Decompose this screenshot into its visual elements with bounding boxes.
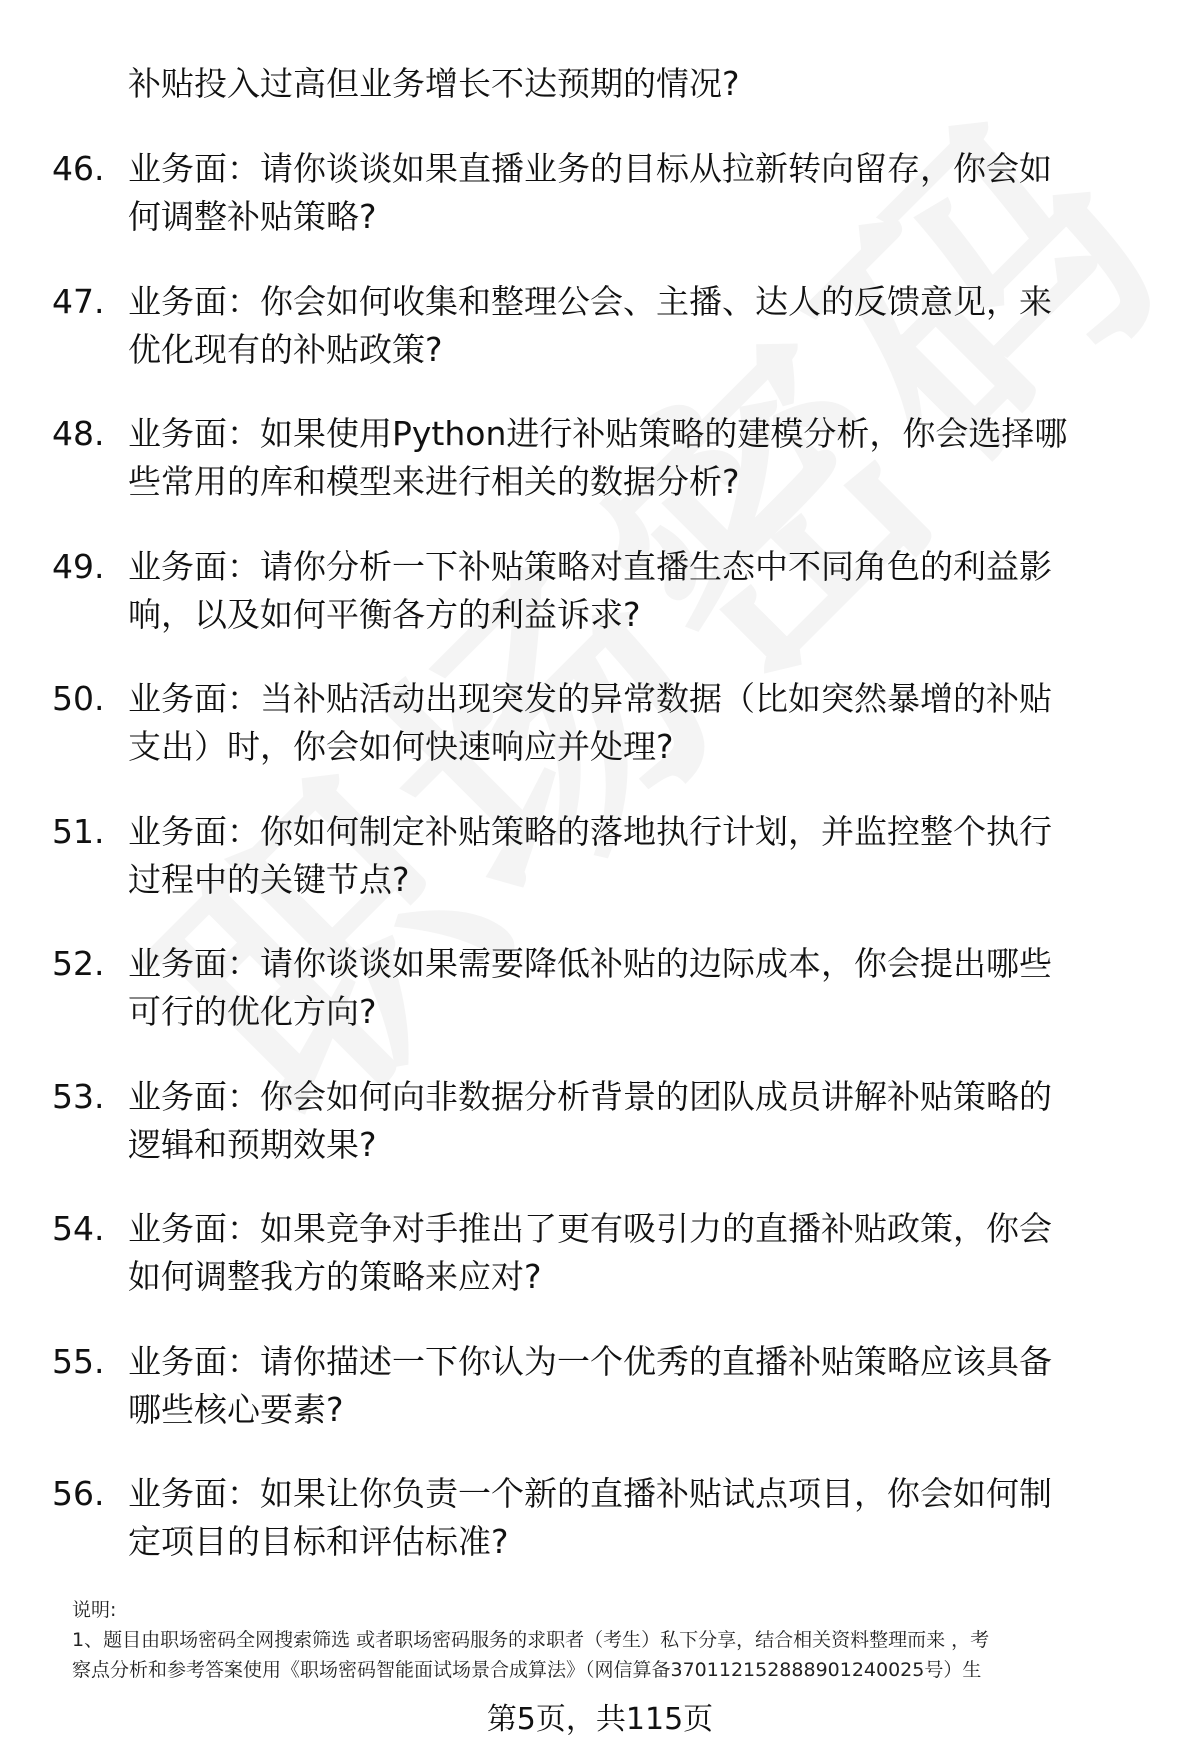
question-number: 49. [52, 546, 105, 586]
question-text-line: 哪些核心要素? [128, 1389, 344, 1429]
question-number: 51. [52, 811, 105, 851]
question-text [128, 543, 1138, 639]
question-item-49 [0, 543, 1200, 676]
question-text-line: 何调整补贴策略? [128, 197, 377, 236]
question-text [128, 940, 1138, 1036]
notes-heading: 说明: [72, 1599, 117, 1621]
question-number: 53. [52, 1076, 105, 1116]
question-text-line: 业务面：如果使用Python进行补贴策略的建模分析，你会选择哪 [128, 414, 1068, 453]
question-text [128, 1338, 1138, 1434]
question-text [128, 145, 1138, 241]
question-number: 47. [52, 281, 105, 321]
question-text-line: 业务面：请你分析一下补贴策略对直播生态中不同角色的利益影 [128, 546, 1052, 586]
question-text-line: 业务面：如果让你负责一个新的直播补贴试点项目，你会如何制 [128, 1474, 1052, 1513]
question-list [0, 145, 1200, 1603]
question-item-47 [0, 278, 1200, 411]
question-number: 54. [52, 1209, 105, 1248]
question-text-line: 业务面：如果竞争对手推出了更有吸引力的直播补贴政策，你会 [128, 1209, 1052, 1248]
page-number: 第5页，共115页 [486, 1702, 714, 1737]
notes-text-line: 1、题目由职场密码全网搜索筛选 或者职场密码服务的求职者（考生）私下分享，结合相关资料整理而来 ，考 [72, 1629, 990, 1651]
question-text-line: 业务面：请你谈谈如果需要降低补贴的边际成本，你会提出哪些 [128, 944, 1052, 983]
question-text-line: 业务面：你会如何向非数据分析背景的团队成员讲解补贴策略的 [128, 1076, 1052, 1116]
question-text-line: 优化现有的补贴政策? [128, 329, 443, 369]
question-item-55 [0, 1338, 1200, 1471]
question-text [128, 1073, 1138, 1169]
question-item-56 [0, 1470, 1200, 1603]
question-text-line: 支出）时，你会如何快速响应并处理? [128, 727, 674, 766]
question-text-line: 业务面：当补贴活动出现突发的异常数据（比如突然暴增的补贴 [128, 679, 1052, 718]
question-text [128, 410, 1138, 506]
question-text-line: 业务面：你如何制定补贴策略的落地执行计划，并监控整个执行 [128, 811, 1052, 851]
notes-section [72, 1595, 1162, 1685]
question-text-line: 定项目的目标和评估标准? [128, 1522, 509, 1561]
question-text-line: 业务面：请你描述一下你认为一个优秀的直播补贴策略应该具备 [128, 1341, 1052, 1381]
question-item-53 [0, 1073, 1200, 1206]
question-text-line: 响，以及如何平衡各方的利益诉求? [128, 594, 641, 634]
question-text-line: 业务面：请你谈谈如果直播业务的目标从拉新转向留存，你会如 [128, 149, 1052, 188]
question-number: 50. [52, 679, 105, 718]
question-number: 48. [52, 414, 105, 453]
question-number: 46. [52, 149, 105, 188]
question-text [128, 278, 1138, 374]
question-item-46 [0, 145, 1200, 278]
question-item-48 [0, 410, 1200, 543]
question-text-line: 可行的优化方向? [128, 992, 377, 1031]
notes-text-line: 察点分析和参考答案使用《职场密码智能面试场景合成算法》（网信算备370112152888901240025号）生 [72, 1659, 982, 1681]
question-number: 56. [52, 1474, 105, 1513]
question-text [128, 1205, 1138, 1301]
question-text [128, 1470, 1138, 1566]
question-text-line: 逻辑和预期效果? [128, 1124, 377, 1164]
question-text-line: 如何调整我方的策略来应对? [128, 1257, 542, 1296]
question-item-52 [0, 940, 1200, 1073]
question-item-51 [0, 808, 1200, 941]
question-item-54 [0, 1205, 1200, 1338]
question-text-line: 业务面：你会如何收集和整理公会、主播、达人的反馈意见，来 [128, 281, 1052, 321]
continued-question-text: 补贴投入过高但业务增长不达预期的情况? [128, 64, 740, 103]
question-text [128, 808, 1138, 904]
question-text-line: 过程中的关键节点? [128, 859, 410, 899]
question-text-line: 些常用的库和模型来进行相关的数据分析? [128, 462, 740, 501]
question-text [128, 675, 1138, 771]
question-number: 52. [52, 944, 105, 983]
question-item-50 [0, 675, 1200, 808]
question-number: 55. [52, 1341, 105, 1381]
